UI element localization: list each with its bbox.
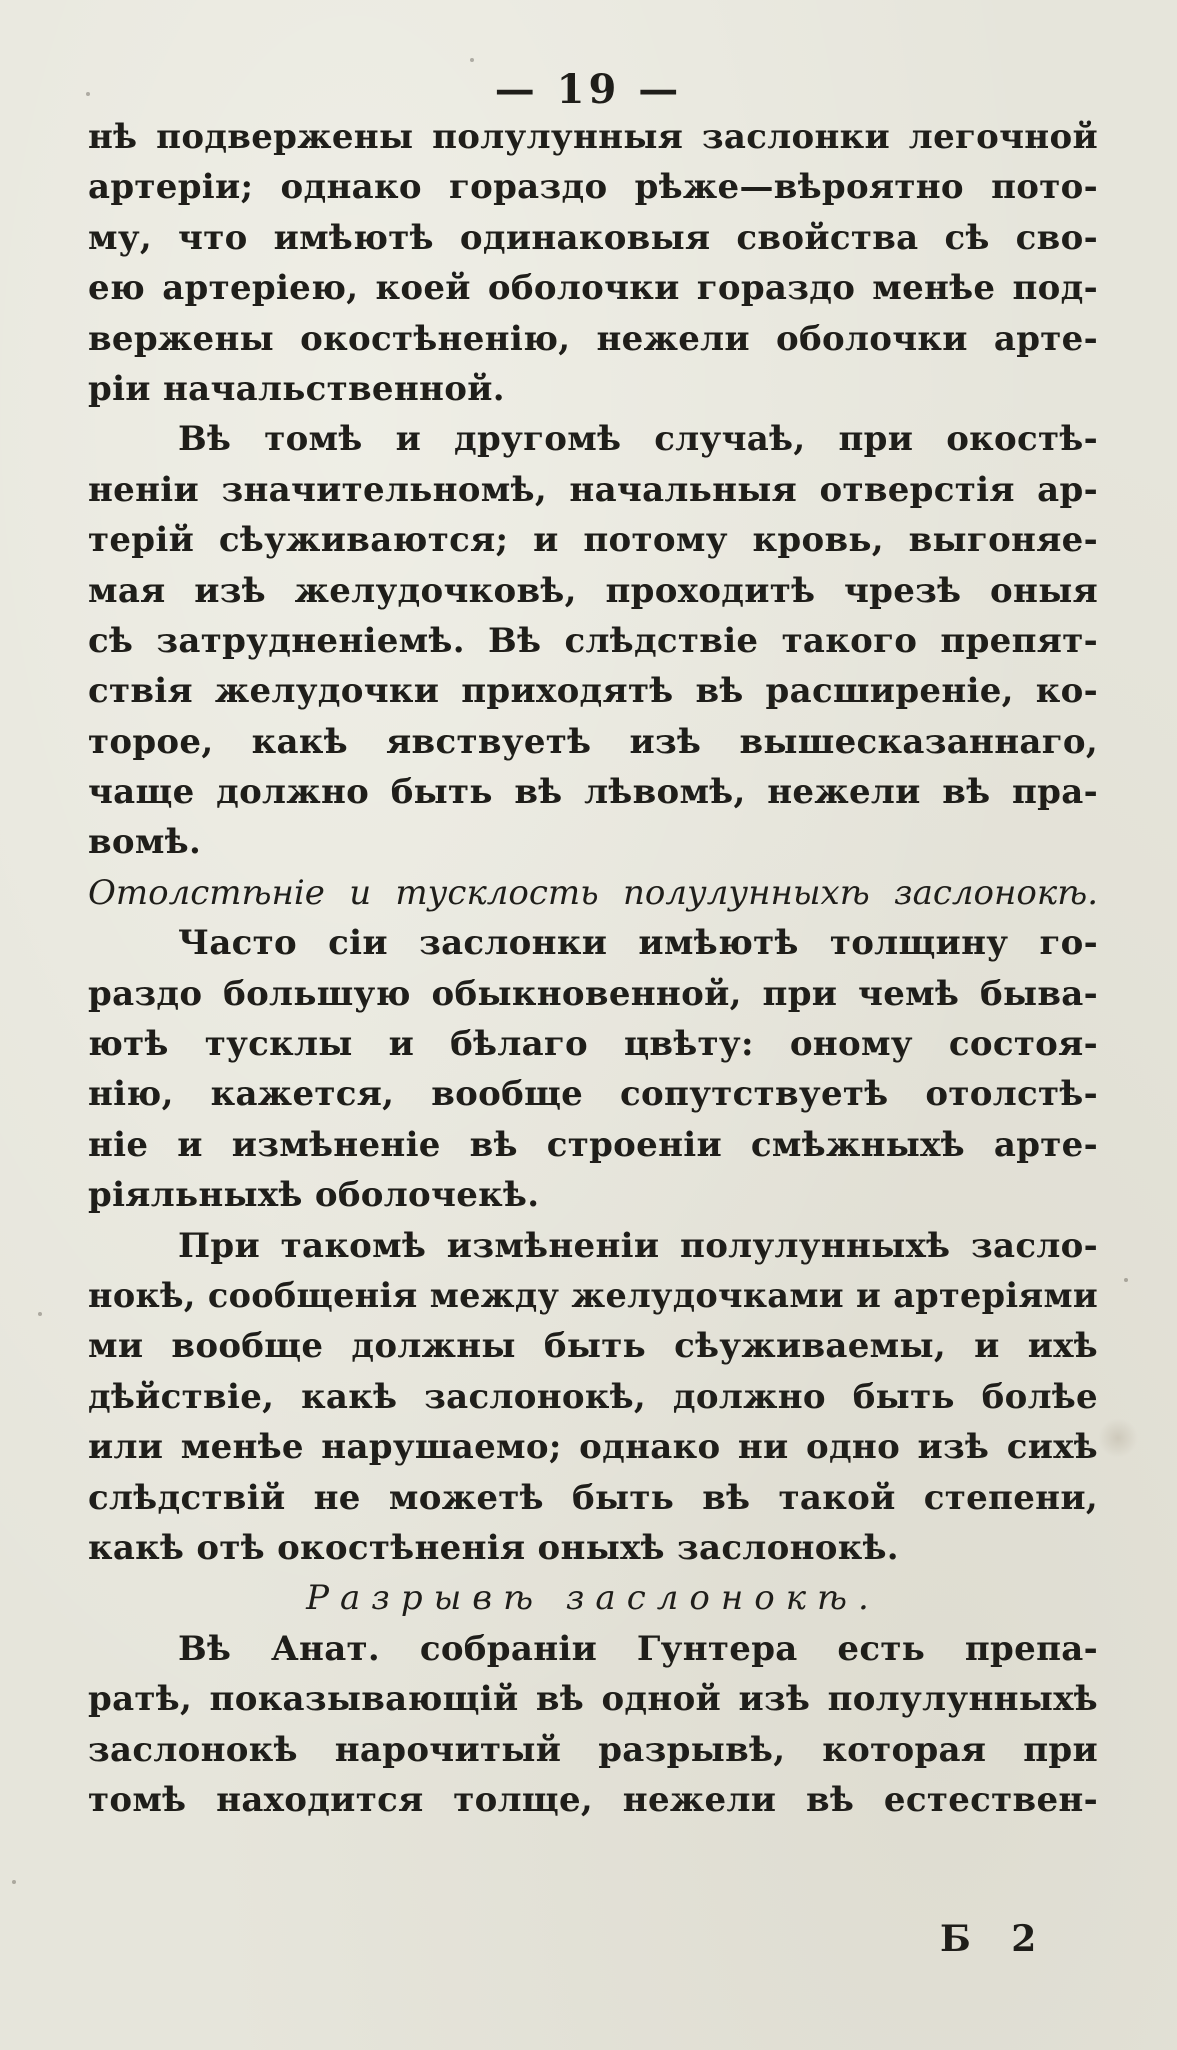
text-line: ратѣ, показывающій вѣ одной изѣ полулунныхѣ bbox=[88, 1679, 1098, 1720]
text-line: ствія желудочки приходятѣ вѣ расширеніе, ко- bbox=[88, 671, 1098, 712]
paper-speck bbox=[12, 1880, 16, 1884]
text-line: торое, какѣ явствуетѣ изѣ вышесказаннаго, bbox=[88, 721, 1098, 762]
text-line: мая изѣ желудочковѣ, проходитѣ чрезѣ оныя bbox=[88, 570, 1098, 611]
section-heading: Отолстѣніе и тусклость полулунныхѣ заслонокѣ. bbox=[88, 872, 1098, 913]
signature-mark: Б 2 bbox=[940, 1918, 1051, 1960]
text-line: томѣ находится толще, нежели вѣ естествен- bbox=[88, 1779, 1098, 1820]
text-line: вомѣ. bbox=[88, 822, 202, 863]
text-line: заслонокѣ нарочитый разрывѣ, которая при bbox=[88, 1729, 1098, 1770]
paper-speck bbox=[470, 58, 474, 62]
text-line: неніи значительномѣ, начальныя отверстія ар- bbox=[88, 469, 1098, 510]
text-line: нокѣ, сообщенія между желудочками и артеріями bbox=[88, 1275, 1098, 1315]
paper-speck bbox=[1124, 1278, 1128, 1282]
text-line: терій сѣуживаются; и потому кровь, выгоняе- bbox=[88, 520, 1098, 561]
text-line: дѣйствіе, какѣ заслонокѣ, должно быть болѣе bbox=[88, 1376, 1098, 1417]
text-line: Вѣ Анат. собраніи Гунтера есть препа- bbox=[178, 1628, 1098, 1669]
text-line: или менѣе нарушаемо; однако ни одно изѣ сихѣ bbox=[88, 1427, 1098, 1468]
text-line: слѣдствій не можетѣ быть вѣ такой степени, bbox=[88, 1477, 1098, 1518]
text-line: ріяльныхѣ оболочекѣ. bbox=[88, 1175, 540, 1216]
text-line: му, что имѣютѣ одинаковыя свойства сѣ сво- bbox=[88, 217, 1098, 258]
text-line: вержены окостѣненію, нежели оболочки арте- bbox=[88, 318, 1098, 359]
text-line: чаще должно быть вѣ лѣвомѣ, нежели вѣ пра- bbox=[88, 772, 1098, 813]
page-number: — 19 — bbox=[494, 66, 683, 113]
text-line: ею артеріею, коей оболочки гораздо менѣе под- bbox=[88, 268, 1098, 309]
paper-stain bbox=[1098, 1418, 1138, 1458]
paper-speck bbox=[38, 1312, 42, 1316]
text-line: ютѣ тусклы и бѣлаго цвѣту: оному состоя- bbox=[88, 1024, 1098, 1065]
paper-speck bbox=[86, 92, 90, 96]
text-line: При такомѣ измѣненіи полулунныхѣ засло- bbox=[178, 1225, 1098, 1266]
text-line: ми вообще должны быть сѣуживаемы, и ихѣ bbox=[88, 1326, 1098, 1367]
text-line: сѣ затрудненіемѣ. Вѣ слѣдствіе такого препят- bbox=[88, 620, 1098, 661]
text-line: нію, кажется, вообще сопутствуетѣ отолстѣ- bbox=[88, 1074, 1098, 1115]
text-line: Часто сіи заслонки имѣютѣ толщину го- bbox=[178, 923, 1098, 964]
section-heading: Разрывѣ заслонокѣ. bbox=[306, 1578, 880, 1619]
text-line: ніе и измѣненіе вѣ строеніи смѣжныхѣ арте- bbox=[88, 1124, 1098, 1165]
text-line: Вѣ томѣ и другомѣ случаѣ, при окостѣ- bbox=[178, 419, 1098, 460]
text-line: раздо большую обыкновенной, при чемѣ быва- bbox=[88, 973, 1098, 1014]
text-line: ріи начальственной. bbox=[88, 368, 505, 409]
text-line: артеріи; однако гораздо рѣже—вѣроятно пото- bbox=[88, 167, 1098, 208]
text-line: нѣ подвержены полулунныя заслонки легочной bbox=[88, 117, 1098, 157]
page-text bbox=[88, 112, 1098, 1825]
text-line: какѣ отѣ окостѣненія оныхѣ заслонокѣ. bbox=[88, 1527, 899, 1568]
